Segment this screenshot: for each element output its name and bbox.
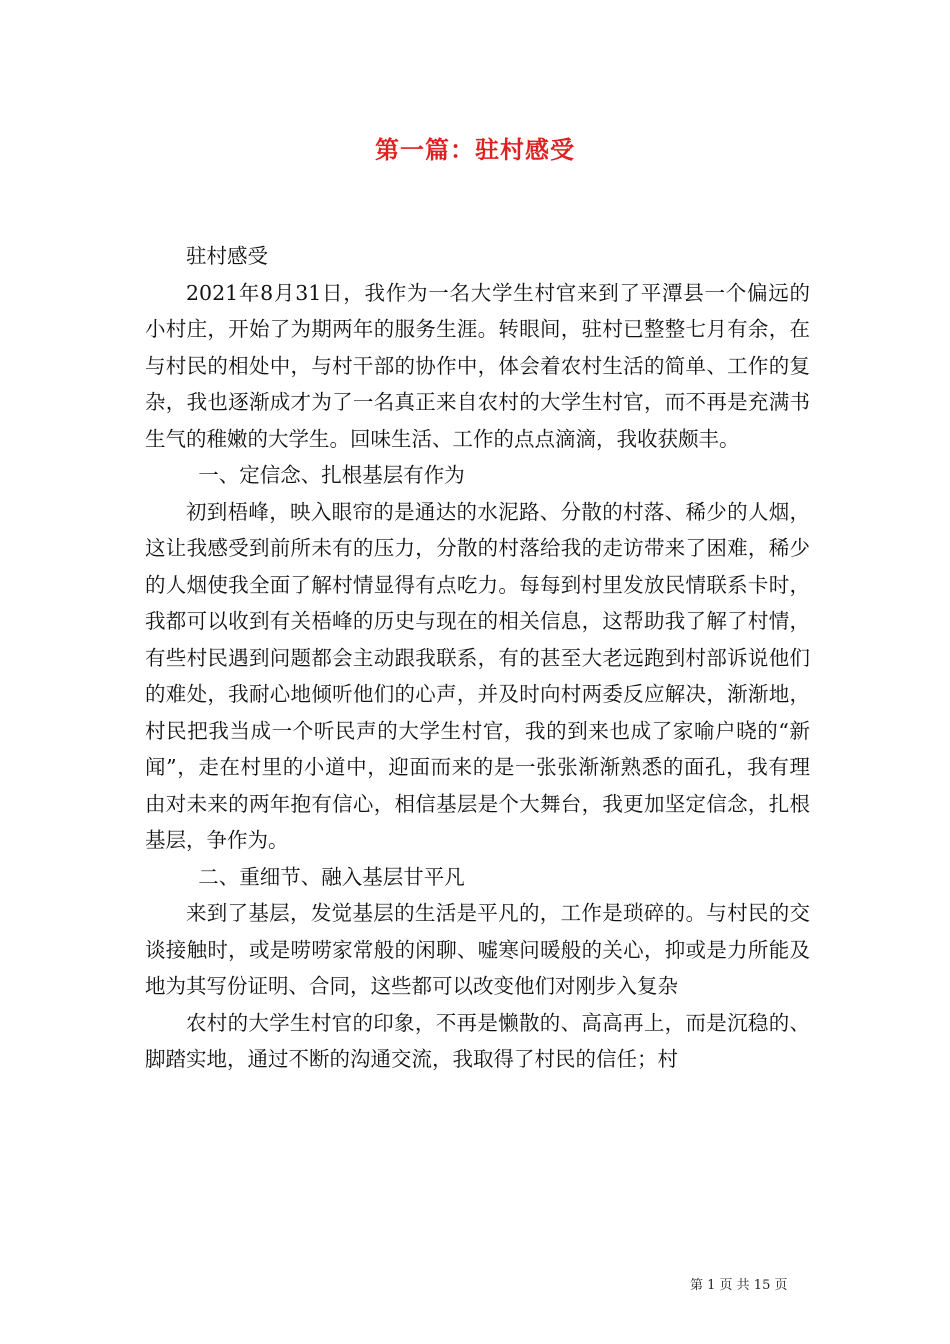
paragraph-intro: 2021年8月31日，我作为一名大学生村官来到了平潭县一个偏远的小村庄，开始了为期两年的服务生涯。转眼间，驻村已整整七月有余，在与村民的相处中，与村干部的协作中，体会着农村生活的简单、工作的复杂，我也逐渐成才为了一名真正来自农村的大学生村官，而不再是充满书生气的稚嫩的大学生。回味生活、工作的点点滴滴，我收获颇丰。: [145, 280, 810, 451]
paragraph-section-2a: 来到了基层，发觉基层的生活是平凡的，工作是琐碎的。与村民的交谈接触时，或是唠唠家常般的闲聊、嘘寒问暖般的关心，抑或是力所能及地为其写份证明、合同，这些都可以改变他们对刚步入复杂: [145, 901, 810, 998]
page-number: 第 1 页 共 15 页: [690, 1278, 788, 1293]
paragraph-section-2b: 农村的大学生村官的印象，不再是懒散的、高高再上，而是沉稳的、脚踏实地，通过不断的沟通交流，我取得了村民的信任；村: [145, 1010, 810, 1071]
section-heading-1: 一、定信念、扎根基层有作为: [198, 463, 465, 487]
paragraph-section-1: 初到梧峰，映入眼帘的是通达的水泥路、分散的村落、稀少的人烟，这让我感受到前所未有的压力，分散的村落给我的走访带来了困难，稀少的人烟使我全面了解村情显得有点吃力。每每到村里发放民情联系卡时，我都可以收到有关梧峰的历史与现在的相关信息，这帮助我了解了村情，有些村民遇到问题都会主动跟我联系，有的甚至大老远跑到村部诉说他们的难处，我耐心地倾听他们的心声，并及时向村两委反应解决，渐渐地，村民把我当成一个听民声的大学生村官，我的到来也成了家喻户晓的“新闻”，走在村里的小道中，迎面而来的是一张张渐渐熟悉的面孔，我有理由对未来的两年抱有信心，相信基层是个大舞台，我更加坚定信念，扎根基层，争作为。: [145, 499, 810, 852]
paragraph-subtitle: 驻村感受: [186, 244, 268, 268]
section-heading-2: 二、重细节、融入基层甘平凡: [198, 864, 465, 889]
document-title: 第一篇：驻村感受: [375, 136, 575, 164]
document-body: [145, 238, 810, 1078]
